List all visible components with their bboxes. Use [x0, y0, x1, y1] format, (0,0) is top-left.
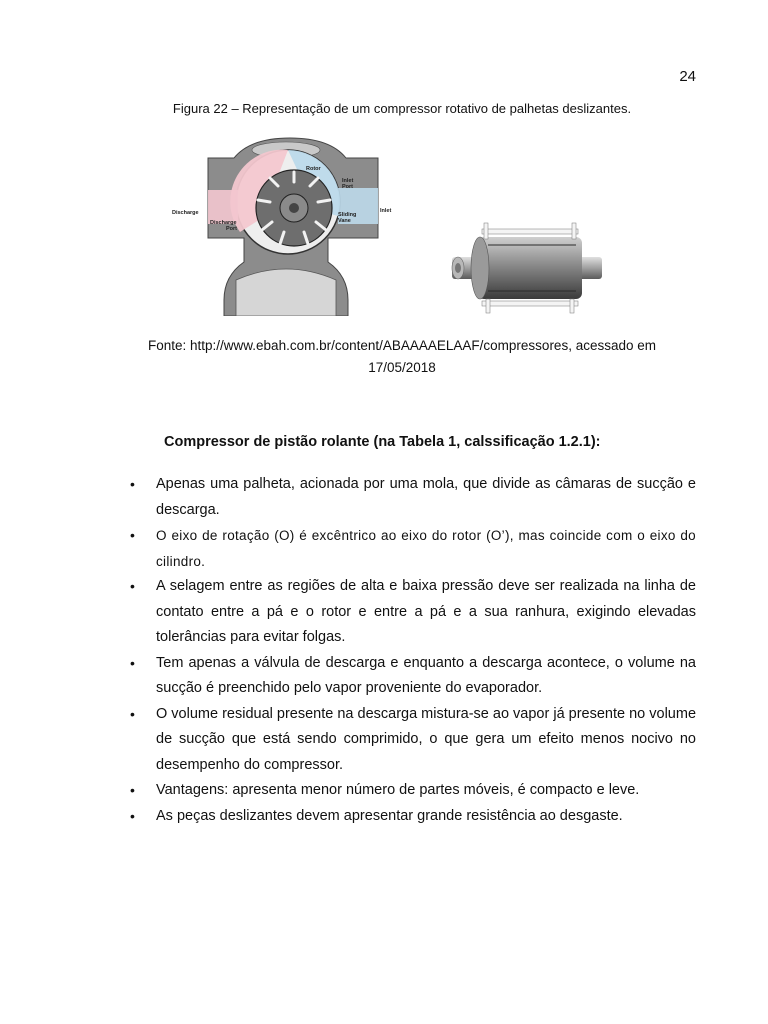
list-item: • Vantagens: apresenta menor número de partes móveis, é compacto e leve. — [130, 778, 696, 804]
bullet-list — [130, 472, 696, 829]
section-heading: Compressor de pistão rolante (na Tabela 1, calssificação 1.2.1): — [164, 434, 601, 450]
sliding-vane-label-line2: Vane — [338, 218, 351, 224]
source-line-1: Fonte: http://www.ebah.com.br/content/ABAAAAELAAF/compressores, acessado em — [148, 338, 656, 353]
list-item: • Tem apenas a válvula de descarga e enquanto a descarga acontece, o volume na sucção é preenchido pelo vapor proveniente do evaporador. — [130, 651, 696, 702]
list-item: • Apenas uma palheta, acionada por uma mola, que divide as câmaras de sucção e descarga. — [130, 472, 696, 523]
inlet-label: Inlet — [380, 208, 392, 214]
figure-caption: Figura 22 – Representação de um compressor rotativo de palhetas deslizantes. — [172, 101, 632, 116]
vane-rotor-illustration — [448, 215, 608, 315]
sliding-vane-label-line1: Sliding — [338, 212, 357, 218]
list-item: • A selagem entre as regiões de alta e baixa pressão deve ser realizada na linha de contato entre a pá e o rotor e entre a pá e a sua ranhura, exigindo elevadas tolerâncias para evitar folgas. — [130, 574, 696, 651]
rotor-label: Rotor — [306, 166, 321, 172]
source-line-2: 17/05/2018 — [368, 360, 436, 375]
inlet-port-label-line2: Port — [342, 184, 353, 190]
list-item: • O volume residual presente na descarga mistura-se ao vapor já presente no volume de sucção que está sendo comprimido, o que gera um efeito menos nocivo no desempenho do compressor. — [130, 702, 696, 779]
compressor-cross-section-diagram — [170, 130, 402, 316]
figure-source — [0, 335, 768, 379]
inlet-port-label-line1: Inlet — [342, 178, 354, 184]
list-item: • As peças deslizantes devem apresentar grande resistência ao desgaste. — [130, 804, 696, 830]
list-item: • O eixo de rotação (O) é excêntrico ao eixo do rotor (O’), mas coincide com o eixo do cilindro. — [130, 523, 696, 574]
discharge-label: Discharge — [172, 210, 199, 216]
discharge-port-label-line2: Port — [226, 226, 237, 232]
page-number: 24 — [679, 68, 696, 85]
discharge-port-label-line1: Discharge — [210, 220, 237, 226]
